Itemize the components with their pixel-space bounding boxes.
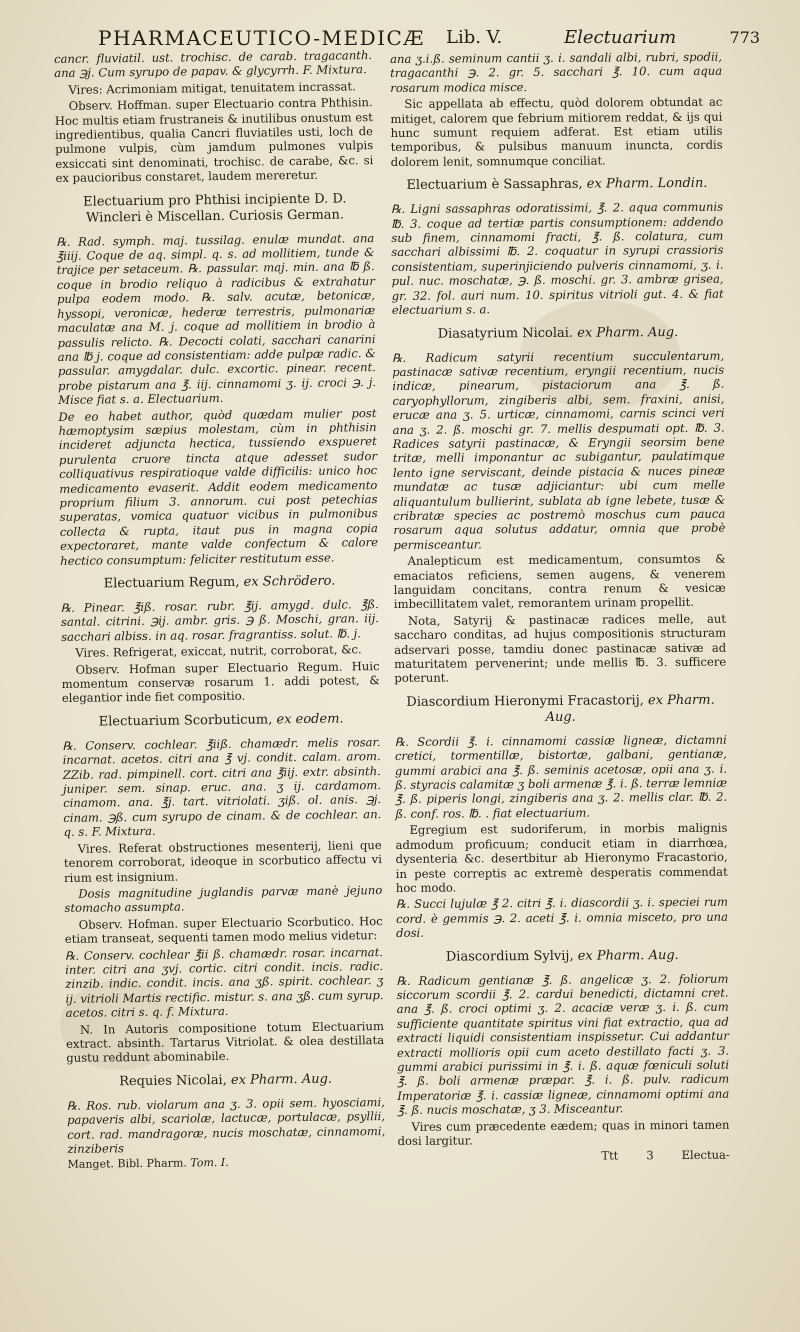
paragraph: ℞. Radicum satyrii recentium succulentarum, pastinacæ sativæ recentium, eryngii recentium, nucis indicæ, pinearum, pistaciorum ana ℥. ß. caryophyllorum, zingiberis albi, sem. fraxini, anisi, erucæ ana ʒ. 5. urticæ, cinnamomi, carnis scinci veri ana ʒ. 2. ß. moschi gr. 7. mellis despumati opt. ℔. 3. Radices satyrii pastinacæ, & Eryngii seorsim bene tritæ, melli imponantur ac subigantur, paulatimque lento igne serviscant, deinde pistacia & nuces pineæ mundatæ ac tusæ adjiciantur: ubi cum melle aliquantulum bullierint, sublata ab igne lebete, tusæ & cribratæ species ac postremò moschus cum pauca rosarum aqua solutus addatur, omnia que probè permisceantur.: [392, 348, 726, 552]
book-reference: Lib. V.: [446, 27, 503, 48]
heading-title: Requies Nicolai,: [119, 1072, 227, 1090]
heading-source: ex Pharm. Aug.: [230, 1071, 333, 1088]
heading-title: Diasatyrium Nicolai.: [437, 325, 574, 342]
paragraph: Vires cum præcedente eædem; quas in minori tamen dosi largitur.: [397, 1117, 730, 1148]
section-heading: [392, 324, 724, 342]
paragraph: ℞. Conserv. cochlear. ℥iiß. chamædr. melis rosar. incarnat. acetos. citri ana ℥ vj. condit. calam. arom. ZZib. rad. pimpinell. cort. citri ana ℥iij. extr. absinth. juniper. sem. sinap. eruc. ana. ʒ ij. cardamom. cinamom. ana. ℥j. tart. vitriolati. ʒiß. ol. anis. ℈j. cinam. ℈ß. cum syrupo de cinam. & de cochlear. an. q. s. F. Mixtura.: [62, 734, 382, 840]
paragraph: ℞. Scordii ℥. i. cinnamomi cassiæ ligneæ, dictamni cretici, tormentillæ, bistortæ, galbani, gentianæ, gummi arabici ana ℥. ß. seminis acetosæ, opii ana ʒ. i. ß. styracis calamitæ ʒ boli armenæ ℥. i. ß. terræ lemniæ ℥. ß. piperis longi, zingiberis ana ʒ. 2. mellis clar. ℔. 2. ß. conf. ros. ℔. . fiat electuarium.: [394, 732, 728, 821]
paragraph: Egregium est sudoriferum, in morbis malignis admodum proficuum; conducit etiam in diarrhœa, dysenteria &c. desertbitur ab Hieronymo Fracastorio, in peste correptis ac extremè desperatis commendat hoc modo.: [395, 820, 728, 895]
section-heading: [391, 176, 723, 194]
paragraph: ℞. Succi lujulæ ℥ 2. citri ℥. i. diascordii ʒ. i. speciei rum cord. è gemmis ℈. 2. aceti ℥. i. omnia misceto, pro una dosi.: [395, 894, 729, 941]
page-number: 773: [729, 28, 760, 47]
footer-source: Manget. Bibl. Pharm.: [67, 1156, 187, 1172]
paragraph: ℞. Conserv. cochlear ℥ii ß. chamædr. rosar. incarnat. inter. citri ana ʒvj. cortic. citri condit. incis. radic. zinzib. indic. condit. incis. ana ʒß. spirit. cochlear. ʒ ij. vitrioli Martis rectific. mistur. s. ana ʒß. cum syrup. acetos. citri s. q. f. Mixtura.: [64, 944, 384, 1021]
section-heading: [66, 1071, 384, 1091]
paragraph: ana ʒ.i.ß. seminum cantii ʒ. i. sandali albi, rubri, spodii, tragacanthi ℈. 2. gr. 5. sacchari ℥. 10. cum aqua rosarum modica misce.: [390, 49, 723, 95]
right-column: [390, 50, 730, 1165]
page-footer: [398, 1148, 730, 1165]
heading-title: Electuarium è Sassaphras,: [406, 176, 583, 194]
heading-source: ex Pharm. Aug.: [577, 947, 679, 964]
heading-title: Diascordium Sylvij,: [445, 948, 574, 965]
section-heading: [60, 573, 378, 593]
paragraph: Vires: Acrimoniam mitigat, tenuitatem incrassat.: [68, 79, 356, 97]
heading-title: Electuarium Regum,: [103, 574, 240, 592]
paragraph: Observ. Hofman. super Electuario Scorbutico. Hoc etiam transeat, sequenti tamen modo melius videtur:: [64, 913, 383, 947]
paragraph: Dosis magnitudine juglandis parvæ manè jejuno stomacho assumpta.: [64, 882, 383, 916]
paragraph: Sic appellata ab effectu, quòd dolorem obtundat ac mitiget, calorem que febrium mitiorem reddat, & ijs qui hunc sumunt requiem adferat. Est etiam utilis temporibus, & pulsibus manuum inuncta, cordis dolorem lenit, somnumque conciliat.: [390, 94, 723, 169]
paragraph: ℞. Pinear. ℥iß. rosar. rubr. ℥ij. amygd. dulc. ℥ß. santal. citrini. ℈ij. ambr. gris. ℈ ß. Moschi, gran. iij. sacchari albiss. in aq. rosar. fragrantiss. solut. ℔. j.: [60, 597, 380, 644]
paragraph: cancr. fluviatil. ust. trochisc. de carab. tragacanth. ana ℈j. Cum syrupo de papav. & glycyrrh. F. Mixtura.: [54, 48, 373, 81]
paragraph: ℞. Ros. rub. violarum ana ʒ. 3. opii sem. hyosciami, papaveris albi, scariolæ, lactucæ, portulacæ, psyllii, cort. rad. mandragoræ, nucis moschatæ, cinnamomi, zinziberis: [66, 1094, 386, 1156]
heading-title: Diascordium Hieronymi Fracastorij,: [406, 693, 644, 710]
running-title: PHARMACEUTICO-MEDICÆ: [98, 26, 425, 50]
paragraph: Analepticum est medicamentum, consumtos & emaciatos reficiens, semen augens, & venerem languidam concitans, contra renum & vesicæ imbecillitatem valet, remorantem urinam propellit.: [393, 551, 726, 612]
paragraph: Observ. Hoffman. super Electuario contra Phthisin. Hoc multis etiam frustraneis & inutilibus onustum est ingredientibus, qualia Cancri fluviatiles usti, loch de pulmone vulpis, cùm jamdum pulmones vulpis exsiccati sint denominati, trochisc. de carabe, &c. si ex paucioribus constaret, laudem mereretur.: [54, 95, 374, 186]
footer-volume: Tom. I.: [190, 1156, 229, 1170]
paragraph: ℞. Radicum gentianæ ℥. ß. angelicæ ʒ. 2. foliorum siccorum scordii ℥. 2. cardui benedicti, dictamni cret. ana ℥. ß. croci optimi ʒ. 2. acaciæ veræ ʒ. i. ß. cum sufficiente quantitate spiritus vini fiat extractio, qua ad extracti liquidi consistentiam inspissetur. Cui addantur extracti mollioris opii cum aceto destillato facti ʒ. 3. gummi arabici purissimi in ℥. i. ß. aquæ fœniculi soluti ℥. ß. boli armenæ præpar. ℥. i. ß. pulv. radicum Imperatoriæ ℥. i. cassiæ ligneæ, cinnamomi optimi ana ℥. ß. nucis moschatæ, ʒ 3. Misceantur.: [396, 971, 730, 1118]
paragraph: De eo habet author, quòd quædam mulier post hæmoptysim sæpius molestam, cùm in phthisin incideret adjuncta hectica, tussiendo exspueret purulenta cruore tincta atque adesset sudor colliquativus respiratioque valde difficilis: unico hoc medicamento evaserit. Addit eodem medicamento proprium filium 3. annorum. cui post petechias superatas, vomica quatuor vicibus in pulmonibus collecta & rupta, itaut pus in magna copia expectoraret, mante valde confectum & calore hectico consumptum: feliciter restitutum esse.: [58, 405, 379, 568]
section-heading: [62, 711, 380, 731]
heading-source: ex Schrödero.: [243, 573, 336, 590]
section-heading: [396, 947, 728, 965]
heading-title: Electuarium Scorbuticum,: [98, 712, 273, 730]
heading-source: ex Pharm. Aug.: [577, 324, 679, 341]
heading-source: ex Pharm. Aug.: [545, 692, 715, 725]
page-footer: [68, 1154, 386, 1172]
section-reference: Electuarium: [564, 27, 677, 48]
heading-source: ex Pharm. Londin.: [586, 176, 708, 192]
paragraph: Nota, Satyrij & pastinacæ radices melle, aut saccharo conditas, ad hujus compositionis structuram adservari posse, tamdiu donec pastinacæ sativæ ad maturitatem pervenerint; unde mellis ℔. 3. sufficere poterunt.: [394, 611, 727, 686]
paragraph: Observ. Hofman super Electuario Regum. Huic momentum conservæ rosarum 1. addi potest, & elegantior inde fiet compositio.: [61, 658, 380, 706]
paragraph: ℞. Ligni sassaphras odoratissimi, ℥. 2. aqua communis ℔. 3. coque ad tertiæ partis consumptionem: addendo sub finem, cinnamomi fracti, ℥. ß. colatura, cum sacchari albissimi ℔. 2. coquatur in syrupi crassioris consistentiam, superinjiciendo pulveris cinnamomi, ʒ. i. pul. nuc. moschatæ, ℈. ß. moschi. gr. 3. ambræ grisea, gr. 32. fol. auri num. 10. spiritus vitrioli gut. 4. & fiat electuarium s. a.: [391, 199, 724, 318]
paragraph: N. In Autoris compositione totum Electuarium extract. absinth. Tartarus Vitriolat. & olea destillata gustu reddunt abominabile.: [66, 1018, 385, 1066]
heading-source: ex eodem.: [276, 711, 344, 728]
paragraph: Vires. Refrigerat, exiccat, nutrit, corroborat, &c.: [75, 642, 362, 661]
signature-number: 3: [646, 1148, 654, 1163]
signature-mark: Ttt: [601, 1148, 619, 1163]
paragraph: ℞. Rad. symph. maj. tussilag. enulæ mundat. ana ℥iiij. Coque de aq. simpl. q. s. ad mollitiem, tunde & trajice per setaceum. ℞. passular. maj. min. ana ℔ ß. coque in brodio reliquo à radicibus & extrahatur pulpa eodem modo. ℞. salv. acutæ, betonicæ, hyssopi, veronicæ, hederæ terrestris, pulmonariæ maculatæ ana M. j. coque ad mollitiem in brodio à passulis relicto. ℞. Decocti colati, sacchari canarini ana ℔ j. coque ad consistentiam: adde pulpæ radic. & passular. amygdalar. dulc. excortic. pinear. recent. probe pistarum ana ℥. iij. cinnamomi ʒ. ij. croci ℈. j. Misce fiat s. a. Electuarium.: [56, 230, 377, 408]
section-heading: [394, 693, 726, 727]
catchword: Electua-: [681, 1148, 730, 1163]
paragraph: Vires. Referat obstructiones mesenterij, lieni que tenorem corroborat, ideoque in scorbutico affectu vi rium est insignium.: [63, 837, 382, 885]
section-heading: Electuarium pro Phthisi incipiente D. D. Wincleri è Miscellan. Curiosis German.: [83, 191, 347, 226]
left-column: [54, 48, 386, 1173]
